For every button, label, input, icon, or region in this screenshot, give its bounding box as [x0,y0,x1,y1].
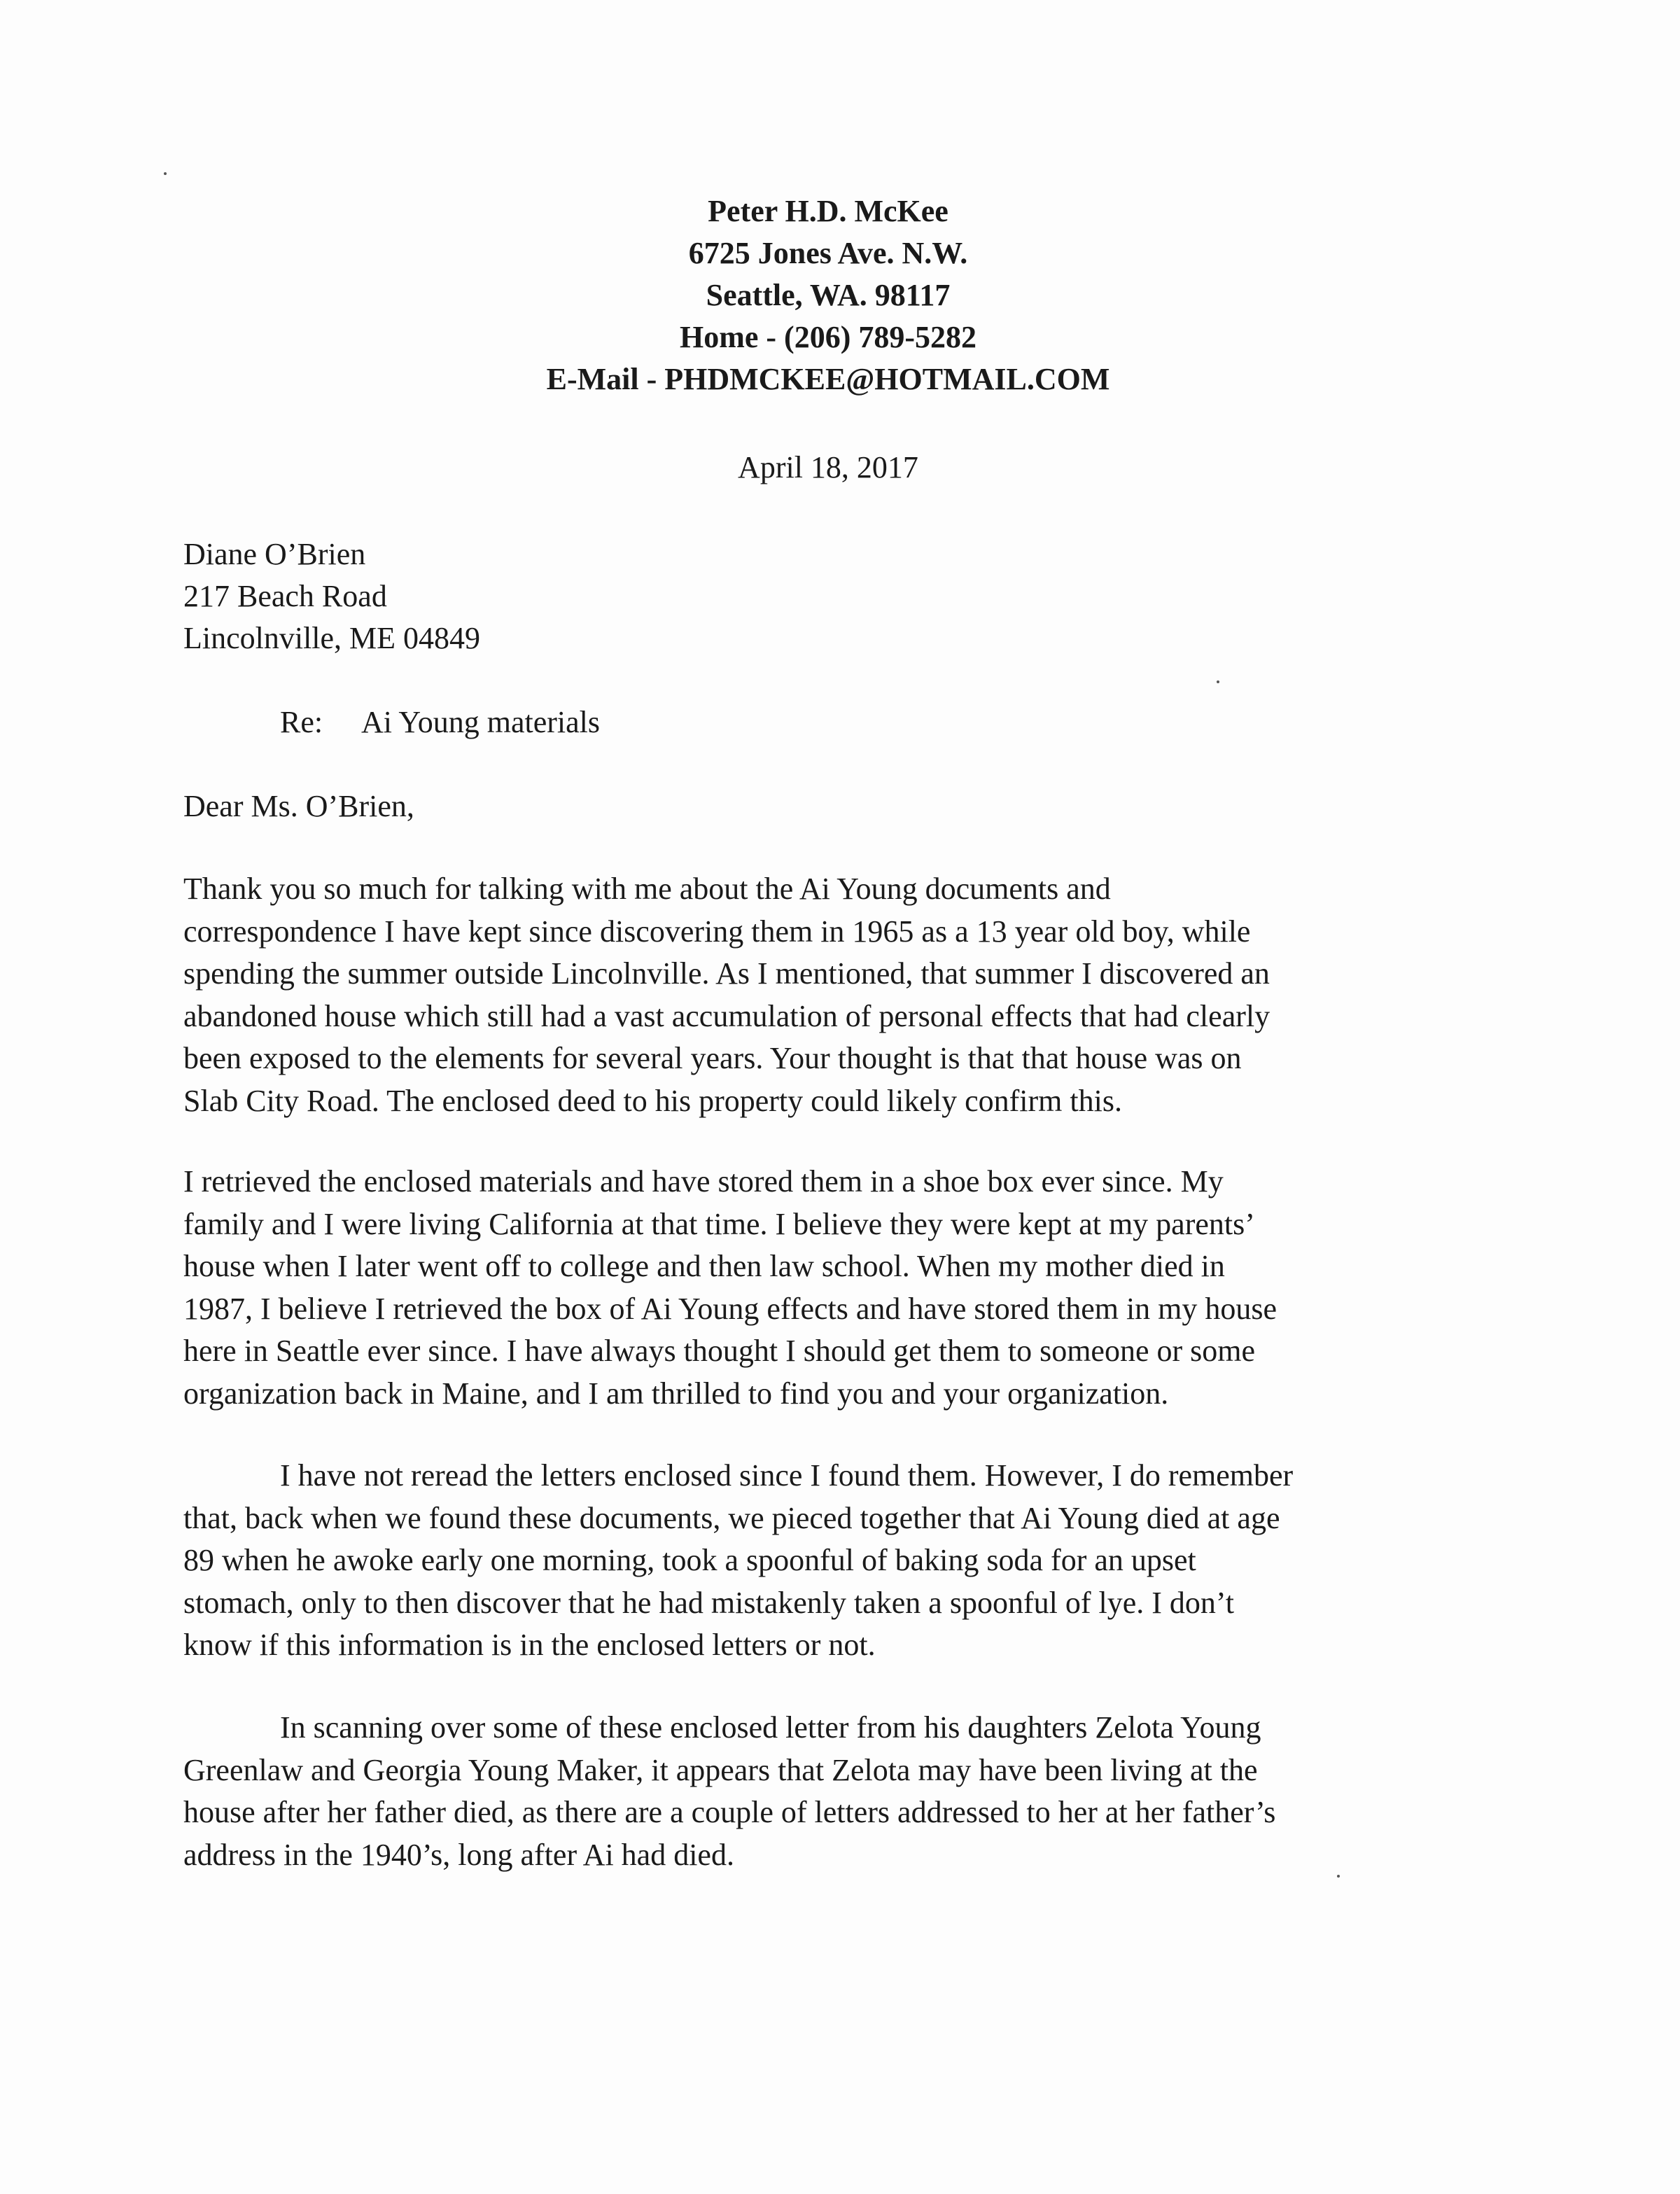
scan-speck [1217,680,1219,683]
sender-street: 6725 Jones Ave. N.W. [688,236,968,270]
paragraph-line: family and I were living California at that time. I believe they were kept at my parents’ [183,1206,1255,1241]
paragraph-3 [183,1455,1293,1667]
re-subject: Ai Young materials [361,705,600,739]
letter-date: April 18, 2017 [738,450,918,484]
paragraph-line: been exposed to the elements for several years. Your thought is that that house was on [183,1041,1242,1075]
paragraph-line: stomach, only to then discover that he had mistakenly taken a spoonful of lye. I don’t [183,1585,1234,1620]
paragraph-line: know if this information is in the enclosed letters or not. [183,1628,876,1662]
paragraph-line: spending the summer outside Lincolnville. As I mentioned, that summer I discovered an [183,956,1270,991]
re-line [280,701,600,743]
recipient-street: 217 Beach Road [183,579,387,613]
paragraph-line: Greenlaw and Georgia Young Maker, it appears that Zelota may have been living at the [183,1752,1258,1787]
recipient-name: Diane O’Brien [183,537,366,571]
paragraph-line: house after her father died, as there are a couple of letters addressed to her at her father’s [183,1795,1276,1829]
sender-phone: Home - (206) 789-5282 [679,320,976,354]
recipient-address [183,533,480,659]
salutation: Dear Ms. O’Brien, [183,789,414,823]
paragraph-line: Thank you so much for talking with me about the Ai Young documents and [183,872,1111,906]
scan-speck [1337,1875,1340,1878]
paragraph-line: I retrieved the enclosed materials and have stored them in a shoe box ever since. My [183,1164,1224,1199]
paragraph-line: correspondence I have kept since discovering them in 1965 as a 13 year old boy, while [183,914,1251,949]
paragraph-4 [183,1707,1275,1876]
paragraph-line: abandoned house which still had a vast accumulation of personal effects that had clearly [183,998,1270,1033]
letterhead [0,190,1656,400]
scan-speck [164,172,167,175]
paragraph-line: house when I later went off to college and then law school. When my mother died in [183,1249,1225,1283]
sender-city: Seattle, WA. 98117 [706,278,951,312]
paragraph-line: 89 when he awoke early one morning, took a spoonful of baking soda for an upset [183,1543,1196,1577]
sender-name: Peter H.D. McKee [708,194,948,228]
paragraph-line: address in the 1940’s, long after Ai had died. [183,1837,734,1872]
re-label: Re: [280,705,323,739]
paragraph-1 [183,868,1270,1122]
paragraph-line: that, back when we found these documents, we pieced together that Ai Young died at age [183,1500,1280,1535]
paragraph-2 [183,1161,1277,1415]
paragraph-line: Slab City Road. The enclosed deed to his property could likely confirm this. [183,1083,1122,1118]
paragraph-line: I have not reread the letters enclosed since I found them. However, I do remember [280,1458,1294,1493]
sender-email: E-Mail - PHDMCKEE@HOTMAIL.COM [546,362,1110,396]
paragraph-line: here in Seattle ever since. I have always thought I should get them to someone or some [183,1334,1256,1368]
paragraph-line: In scanning over some of these enclosed letter from his daughters Zelota Young [280,1710,1261,1745]
recipient-city: Lincolnville, ME 04849 [183,621,481,655]
paragraph-line: organization back in Maine, and I am thrilled to find you and your organization. [183,1376,1169,1411]
paragraph-line: 1987, I believe I retrieved the box of Ai Young effects and have stored them in my house [183,1291,1278,1326]
